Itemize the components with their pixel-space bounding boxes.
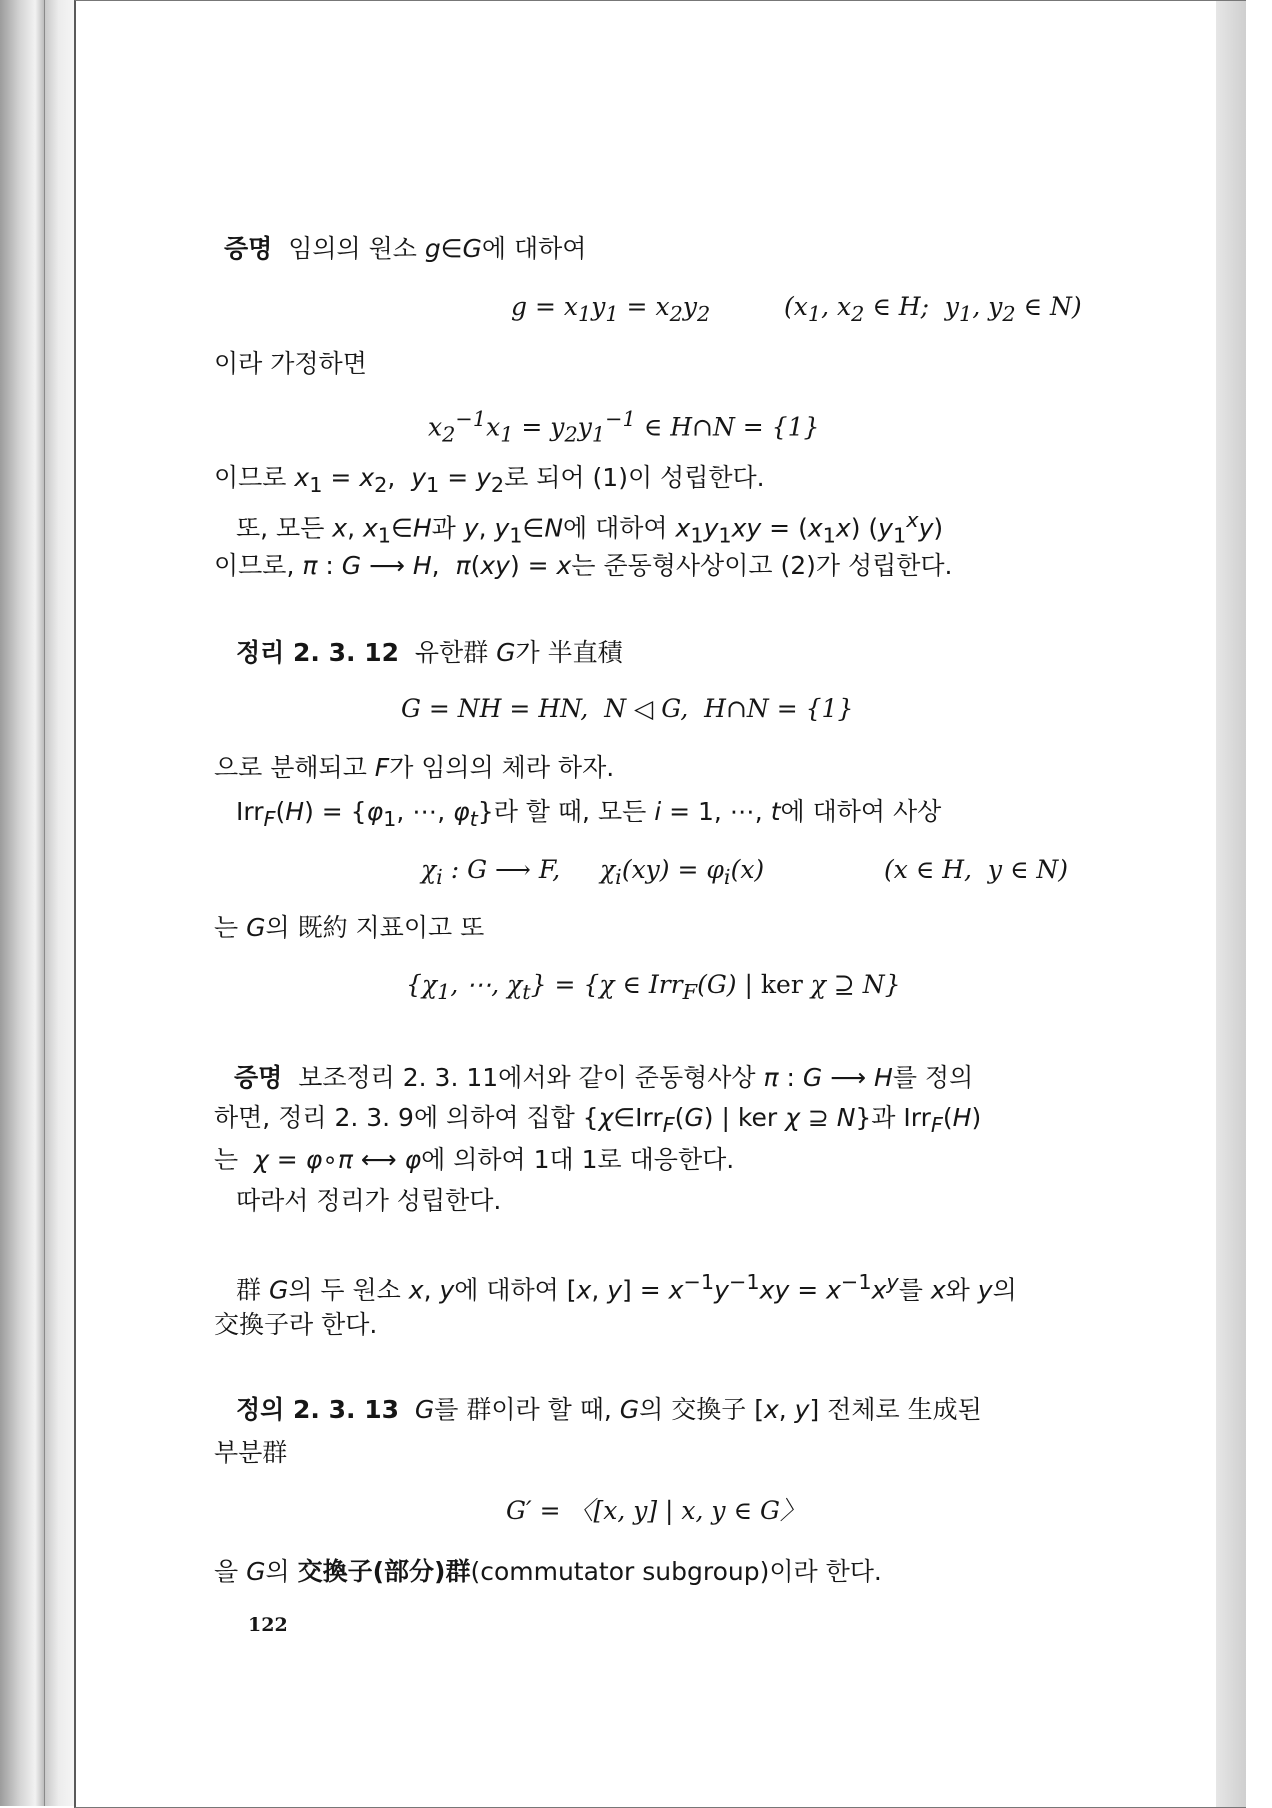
commutator-line1: 群 G의 두 원소 x, y에 대하여 [x, $y] = x^{-1}y^{-1}xy = x^{-1}x^y$를 x와 y의 [236,1270,1017,1305]
proof1-line5: 이므로, π : G ⟶ H, π(xy) = x는 준동형사상이고 (2)가 성립한다. [214,551,953,580]
theorem-2-3-12-title: 정리 2. 3. 12 유한群 G가 半直積 [236,638,623,667]
definition-2-3-13-title: 정의 2. 3. 13 G를 群이라 할 때, G의 交換子 [x, y] 전체로 生成된 [236,1395,982,1424]
proof1-eq1-cond: ($x_1$, $x_2$ ∈ H; $y_1$, $y_2$ ∈ N) [784,292,1082,326]
book-spine [0,0,44,1806]
theorem-eq3: {$\chi_1$, ⋯, $\chi_t\} = \{\chi$ ∈ Irr$_F$(G) | ker χ ⊇ N} [406,970,901,1004]
commutator-line2: 交換子라 한다. [214,1310,378,1339]
proof2-line1: 증명 보조정리 2. 3. 11에서와 같이 준동형사상 π : G ⟶ H를 정의 [234,1063,974,1092]
theorem-eq2: $\chi_i$ : G ⟶ F, $\chi_i(xy) = \varphi_i(x)$ [421,855,765,889]
proof1-line2: 이라 가정하면 [214,349,367,378]
proof2-line4: 따라서 정리가 성립한다. [236,1186,502,1215]
theorem-eq1: G = NH = HN, N ◁ G, H∩N = {1} [401,694,854,723]
proof1-line1: 증명 임의의 원소 g∈G에 대하여 [224,234,587,263]
proof1-line4: 또, 모든 x, $x_1\in H$과 y, $y_1\in N$에 대하여 $x_1y_1xy = (x_1x)$ $(y_1^xy)$ [236,508,944,548]
definition-line3: 을 G의 交換子(部分)群(commutator subgroup)이라 한다. [214,1557,882,1586]
proof2-line2: 하면, 정리 2. 3. 9에 의하여 집합 {χ∈Irr$_F$(G) | ker χ ⊇ N}과 Irr$_F$(H) [214,1103,982,1137]
theorem-line2: 으로 분해되고 F가 임의의 체라 하자. [214,753,615,782]
page-right-shadow [1216,1,1246,1807]
proof1-eq2: $x_2^{-1}x_1 = y_2y_1^{-1}$ ∈ H∩N = {1} [428,407,820,447]
definition-eq: G′ = 〈[x, y] | x, y ∈ G〉 [506,1496,805,1525]
theorem-eq2-cond: (x ∈ H, y ∈ N) [884,855,1069,884]
theorem-line3: $Irr_F(H) = \{\varphi_1$, ⋯, $\varphi_t$}라 할 때, 모든 i = 1, ⋯, t에 대하여 사상 [236,797,942,831]
book-page [74,0,1246,1808]
proof2-line3: 는 χ = φ∘π ⟷ φ에 의하여 1대 1로 대응한다. [214,1145,735,1174]
theorem-line4: 는 G의 既約 지표이고 또 [214,913,485,942]
proof1-line3: 이므로 $x_1 = x_2$, $y_1 = y_2$로 되어 (1)이 성립한다. [214,463,765,497]
page-number: 122 [248,1614,288,1636]
proof1-eq1: $g = x_1y_1 = x_2y_2$ [511,292,711,326]
definition-line2: 부분群 [214,1438,288,1467]
